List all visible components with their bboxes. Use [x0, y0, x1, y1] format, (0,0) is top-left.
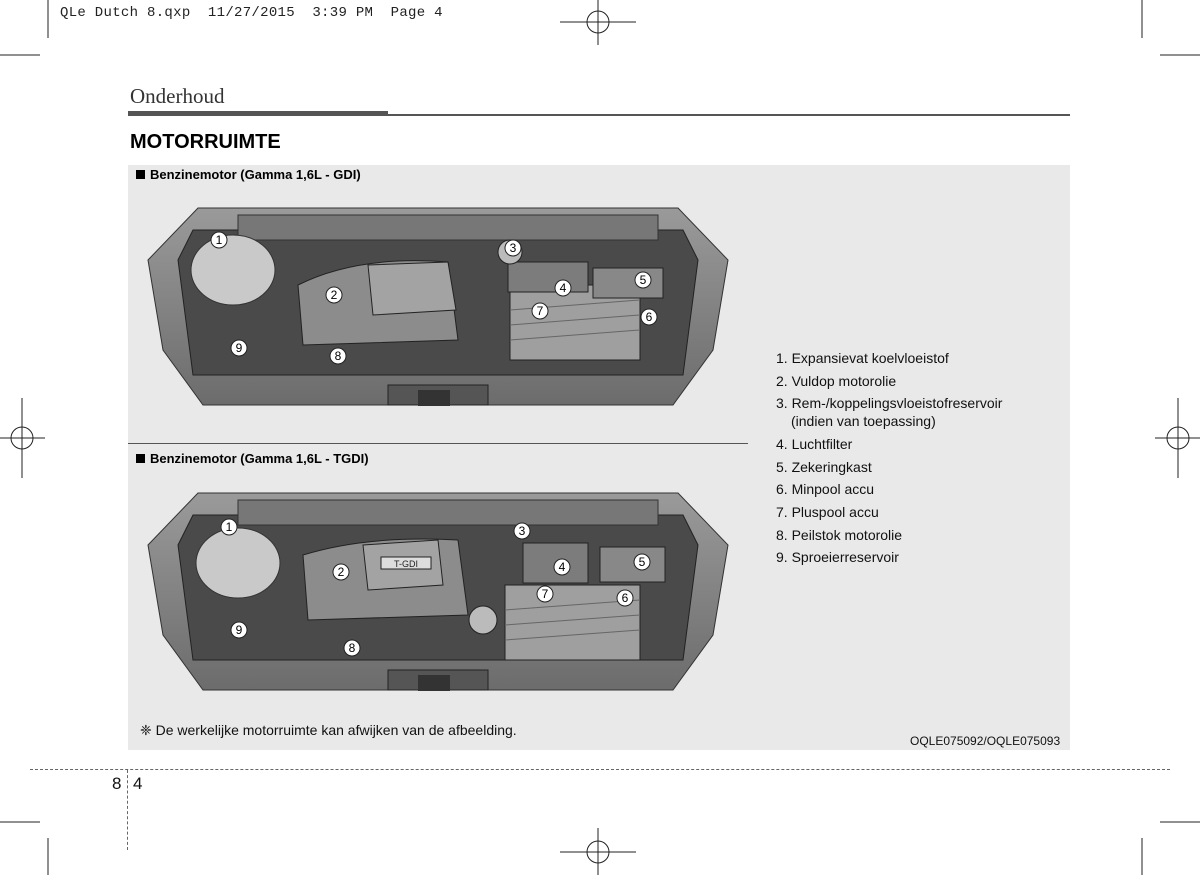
legend-item: 4. Luchtfilter [776, 436, 853, 453]
component-legend [776, 347, 1066, 569]
square-bullet-icon [136, 454, 145, 463]
image-code: OQLE075092/OQLE075093 [910, 734, 1061, 748]
callout-2: 2 [330, 288, 338, 302]
legend-item: 3. Rem-/koppelingsvloeistofreservoir [776, 395, 1003, 412]
engine-bay-illustration-tgdi [138, 485, 738, 705]
callout-4: 4 [558, 560, 566, 574]
legend-item: 6. Minpool accu [776, 481, 875, 498]
footer-vertical-dash [127, 770, 128, 850]
engine-caption-text: Benzinemotor (Gamma 1,6L - GDI) [150, 167, 361, 182]
print-header: QLe Dutch 8.qxp 11/27/2015 3:39 PM Page 4 [60, 5, 443, 21]
callout-6: 6 [645, 310, 653, 324]
callout-7: 7 [536, 304, 544, 318]
square-bullet-icon [136, 170, 145, 179]
section-title: Onderhoud [130, 84, 225, 108]
legend-item-continuation: (indien van toepassing) [791, 413, 936, 430]
callout-5: 5 [638, 555, 646, 569]
page-number: 4 [133, 774, 143, 793]
legend-item: 1. Expansievat koelvloeistof [776, 350, 949, 366]
callout-8: 8 [348, 641, 356, 655]
callout-5: 5 [639, 273, 647, 287]
callout-7: 7 [541, 587, 549, 601]
callout-8: 8 [334, 349, 342, 363]
callout-3: 3 [509, 241, 517, 255]
callout-4: 4 [559, 281, 567, 295]
legend-item: 5. Zekeringkast [776, 458, 872, 475]
legend-item: 2. Vuldop motorolie [776, 372, 897, 389]
legend-item: 7. Pluspool accu [776, 503, 879, 520]
callout-1: 1 [215, 233, 223, 247]
engine-bay-illustration-gdi [138, 200, 738, 420]
chapter-number: 8 [112, 774, 122, 793]
page-heading: MOTORRUIMTE [130, 131, 281, 153]
callout-6: 6 [621, 591, 629, 605]
callout-2: 2 [337, 565, 345, 579]
legend-item: 8. Peilstok motorolie [776, 526, 903, 543]
engine-caption-tgdi [136, 451, 369, 466]
engine-caption-gdi [136, 167, 361, 182]
legend-item: 9. Sproeierreservoir [776, 549, 899, 566]
disclaimer-note: ❈ De werkelijke motorruimte kan afwijken van de afbeelding. [140, 722, 517, 738]
callout-9: 9 [235, 341, 243, 355]
title-rule-thin [388, 114, 1070, 116]
callout-9: 9 [235, 623, 243, 637]
engine-cover-badge: T-GDI [394, 559, 418, 569]
engine-divider [128, 443, 748, 444]
callout-3: 3 [518, 524, 526, 538]
callout-1: 1 [225, 520, 233, 534]
engine-caption-text: Benzinemotor (Gamma 1,6L - TGDI) [150, 451, 369, 466]
footer-dashed-rule [30, 769, 1170, 770]
title-rule-thick [128, 111, 388, 116]
